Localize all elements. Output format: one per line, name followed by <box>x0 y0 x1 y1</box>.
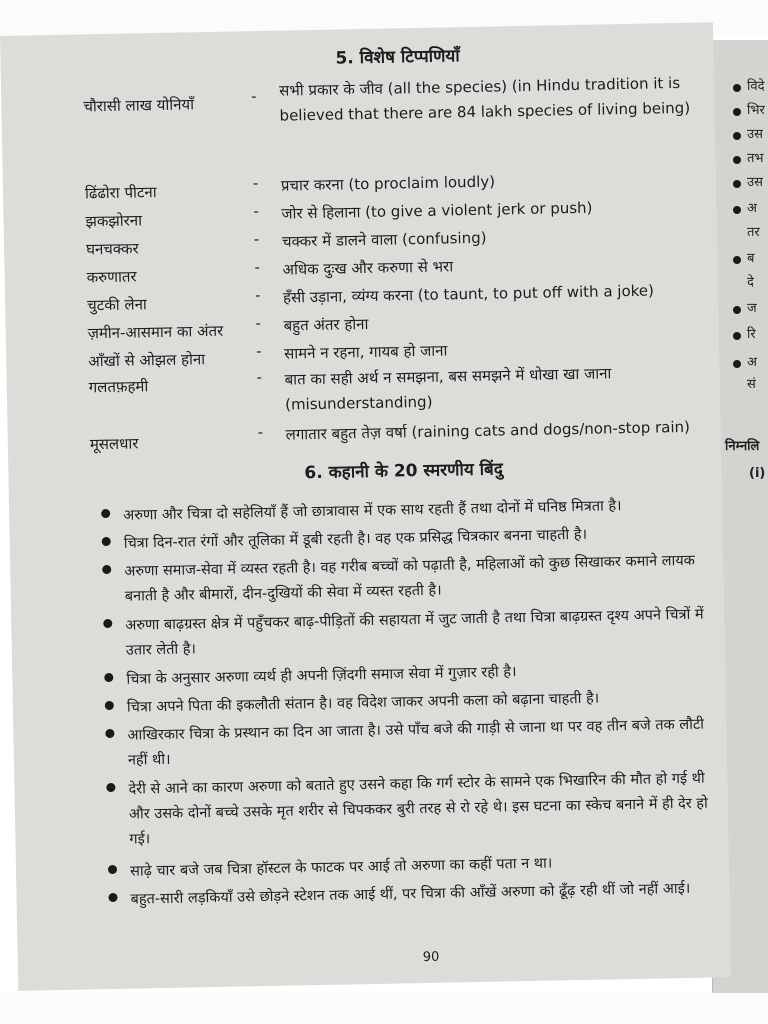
facing-heading: निम्नलि <box>725 439 760 454</box>
glossary-row <box>1 70 714 125</box>
glossary-meaning: सभी प्रकार के जीव (all the species) (in Hindu tradition it is believed that there are 84 lakh species of living being) <box>278 73 691 125</box>
list-item-text: देरी से आने का कारण अरुणा को बताते हुए उसने कहा कि गर्ग स्टोर के सामने एक भिखारिन की मौत हो गई थी और उसके दोनों बच्चे उसके मृत शरीर से चिपककर बुरी तरह से रो रहे थे। इस घटना का स्केच बनाने में ही देर हो गई। <box>128 770 708 848</box>
facing-bullet <box>733 332 741 340</box>
glossary-dash: - <box>252 174 259 193</box>
book-page <box>0 22 731 991</box>
facing-text: उस <box>747 175 763 190</box>
facing-text: तभ <box>747 151 764 166</box>
list-item-text: चित्रा अपने पिता की इकलौती संतान है। वह विदेश जाकर अपनी कला को बढ़ाना चाहती है। <box>126 690 600 716</box>
glossary-meaning: हँसी उड़ाना, व्यंग्य करना (to taunt, to put off with a joke) <box>282 281 655 307</box>
bullet-dot <box>108 893 117 902</box>
bullet-dot <box>106 783 115 792</box>
glossary-dash: - <box>253 230 260 249</box>
list-item-text: बहुत-सारी लड़कियाँ उसे छोड़ने स्टेशन तक आई थीं, पर चित्रा की आँखें अरुणा को ढूँढ़ रही थीं जो नहीं आई। <box>130 880 691 908</box>
list-item-text: अरुणा समाज-सेवा में व्यस्त रहती है। वह गरीब बच्चों को पढ़ाती है, महिलाओं को कुछ सिखाकर कमाने लायक बनाती है और बीमारों, दीन-दुखियों की सेवा में व्यस्त रहती है। <box>124 552 696 605</box>
section-6-heading: 6. कहानी के 20 स्मरणीय बिंदु <box>304 459 503 484</box>
facing-text: भिर <box>747 103 765 118</box>
section-5-heading: 5. विशेष टिप्पणियाँ <box>335 46 460 69</box>
glossary-dash: - <box>254 286 261 305</box>
glossary-meaning: अधिक दुःख और करुणा से भरा <box>282 257 454 279</box>
glossary-term: चुटकी लेना <box>87 295 147 315</box>
bullet-dot <box>102 565 111 574</box>
glossary-meaning: प्रचार करना (to proclaim loudly) <box>280 172 496 195</box>
list-item-text: आखिरकार चित्रा के प्रस्थान का दिन आ जाता है। उसे पाँच बजे की गाड़ी से जाना था पर वह तीन बजे तक लौटी नहीं थी। <box>127 716 705 769</box>
facing-bullet <box>733 132 741 140</box>
facing-text: दे <box>747 275 754 290</box>
facing-bullet <box>733 306 741 314</box>
bullet-dot <box>101 509 110 518</box>
list-item-text: अरुणा बाढ़ग्रस्त क्षेत्र में पहुँचकर बाढ़-पीड़ितों की सहायता में जुट जाती है तथा चित्रा बाढ़ग्रस्त दृश्य अपने चित्रों में उतार लेती है। <box>125 606 704 659</box>
glossary-meaning: जोर से हिलाना (to give a violent jerk or push) <box>281 198 593 223</box>
page-number: 90 <box>422 949 440 966</box>
glossary-dash: - <box>253 202 260 221</box>
bullet-dot <box>108 865 117 874</box>
glossary-term: करुणातर <box>86 267 137 287</box>
facing-text: रि <box>747 327 756 342</box>
glossary-dash: - <box>254 258 261 277</box>
bullet-dot <box>104 673 113 682</box>
bullet-dot <box>103 619 112 628</box>
glossary-term: आँखों से ओझल होना <box>88 350 206 371</box>
facing-bullet <box>733 206 741 214</box>
list-item-text: साढ़े चार बजे जब चित्रा हॉस्टल के फाटक पर आई तो अरुणा का कहीं पता न था। <box>129 855 553 880</box>
bullet-dot <box>105 701 114 710</box>
facing-bullet <box>733 180 741 188</box>
glossary-term: गलतफ़हमी <box>88 377 149 397</box>
list-item-text: चित्रा दिन-रात रंगों और तूलिका में डूबी रहती है। वह एक प्रसिद्ध चित्रकार बनना चाहती है। <box>123 526 588 552</box>
facing-bullet <box>733 256 741 264</box>
glossary-dash: - <box>255 342 262 361</box>
glossary-term: घनचक्कर <box>85 239 139 259</box>
facing-text: तर <box>747 225 760 240</box>
list-item-text: चित्रा के अनुसार अरुणा व्यर्थ ही अपनी ज़िंदगी समाज सेवा में गुज़ार रही है। <box>126 664 517 688</box>
glossary-dash: - <box>257 423 264 442</box>
glossary-meaning: सामने न रहना, गायब हो जाना <box>283 341 448 363</box>
glossary-term: मूसलधार <box>89 434 139 454</box>
list-item-text: अरुणा और चित्रा दो सहेलियाँ हैं जो छात्रावास में एक साथ रहती हैं तथा दोनों में घनिष्ठ मित्रता है। <box>123 498 622 524</box>
glossary-term: ज़मीन-आसमान का अंतर <box>87 321 224 343</box>
glossary-dash: - <box>255 314 262 333</box>
glossary-row <box>8 414 721 454</box>
glossary-term: झकझोरना <box>85 211 143 231</box>
glossary-meaning: लगातार बहुत तेज़ वर्षा (raining cats and dogs/non-stop rain) <box>285 417 691 444</box>
glossary-dash: - <box>251 87 257 106</box>
list-item <box>101 492 719 524</box>
facing-text: ब <box>747 251 755 266</box>
facing-text: विदे <box>747 79 765 94</box>
glossary-term: चौरासी लाख योनियाँ <box>83 95 195 116</box>
facing-text: अ <box>747 201 757 216</box>
facing-text: ज <box>747 301 757 316</box>
facing-subitem: (i) <box>749 466 766 481</box>
facing-bullet <box>733 84 741 92</box>
glossary-meaning: चक्कर में डालने वाला (confusing) <box>281 228 487 251</box>
glossary-meaning: बहुत अंतर होना <box>283 314 369 335</box>
facing-text: अ <box>747 355 757 370</box>
glossary-row <box>3 165 716 203</box>
bullet-dot <box>102 537 111 546</box>
glossary-dash: - <box>256 368 263 387</box>
facing-bullet <box>733 108 741 116</box>
facing-bullet <box>733 360 741 368</box>
glossary-term: ढिंढोरा पीटना <box>84 183 157 203</box>
glossary-meaning: बात का सही अर्थ न समझना, बस समझने में धोखा खा जाना (misunderstanding) <box>284 364 612 414</box>
bullet-dot <box>105 729 114 738</box>
facing-text: उस <box>747 127 763 142</box>
facing-bullet <box>733 156 741 164</box>
photo-border-bottom <box>0 993 768 1024</box>
facing-text: सं <box>747 377 756 392</box>
